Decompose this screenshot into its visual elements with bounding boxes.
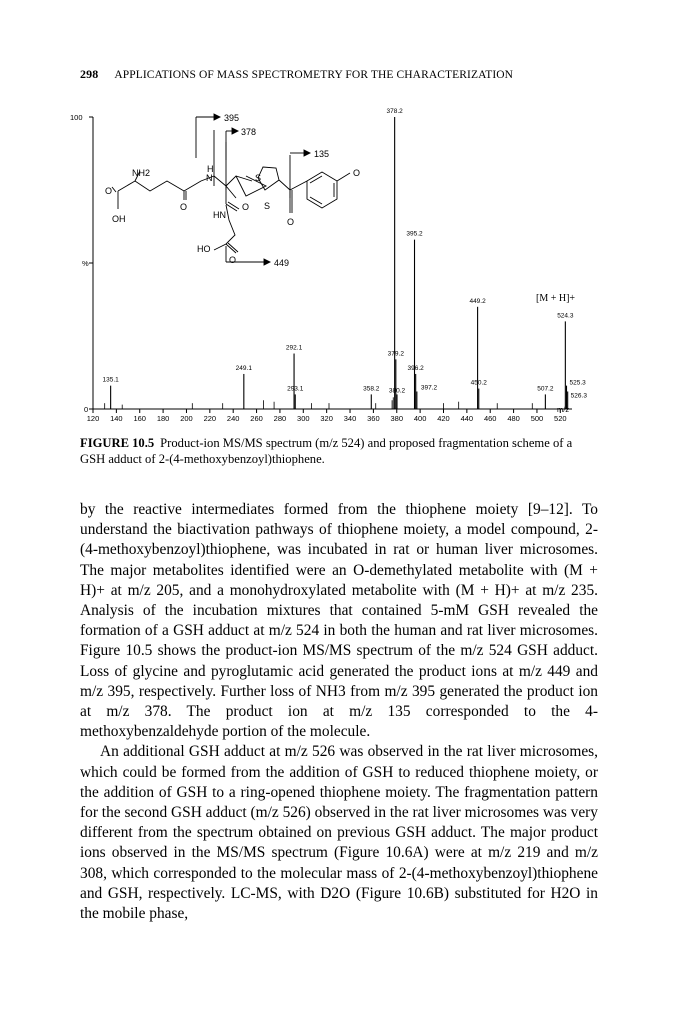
- peak-label: 450.2: [470, 379, 487, 387]
- atom-hn: HN: [213, 210, 226, 220]
- peak-label: 526.3: [570, 392, 587, 400]
- peak-label: 396.2: [407, 364, 424, 372]
- x-tick-label: 520: [554, 414, 567, 423]
- fragment-label-395: 395: [224, 113, 240, 123]
- peak-label: 293.1: [287, 385, 304, 393]
- atom-o-5: O: [229, 255, 237, 265]
- paragraph-1: by the reactive intermediates formed from the thiophene moiety [9–12]. To understand the biactivation pathways of thiophene moiety, a model compound, 2-(4-methoxybenzoyl)thiophene, was incubated in rat or human liver microsomes. The major metabolites identified were an O-demethylated metabolite with (M + H)+ at m/z 205, and a monohydroxylated metabolite with (M + H)+ at m/z 235. Analysis of the incubation mixtures that contained 5-mM GSH revealed the formation of a GSH adduct at m/z 524 in both the human and rat liver microsomes. Figure 10.5 shows the product-ion MS/MS spectrum of the m/z 524 GSH adduct. Loss of glycine and pyroglutamic acid generated the product ions at m/z 449 and m/z 395, respectively. Further loss of NH3 from m/z 395 generated the product ion at m/z 378. The product ion at m/z 135 corresponded to the 4-methoxybenzaldehyde portion of the molecule.: [80, 501, 598, 741]
- y-label-100: 100: [70, 113, 83, 122]
- atom-n: N: [206, 173, 213, 183]
- figure-caption: [80, 435, 600, 467]
- figure-caption-text: Product-ion MS/MS spectrum (m/z 524) and proposed fragmentation scheme of a GSH adduct of 2-(4-methoxybenzoyl)thiophene.: [80, 436, 573, 466]
- ms-ms-spectrum-figure: [0, 0, 678, 430]
- x-tick-label: 400: [413, 414, 427, 423]
- x-tick-label: 220: [203, 414, 217, 423]
- peaks: [103, 108, 588, 409]
- peak-label: 397.2: [420, 384, 438, 392]
- minor-peaks: [105, 397, 533, 409]
- x-tick-label: 140: [110, 414, 123, 423]
- running-title: APPLICATIONS OF MASS SPECTROMETRY FOR THE CHARACTERIZATION: [114, 69, 514, 81]
- x-tick-label: 440: [460, 414, 474, 423]
- peak-label: 395.2: [406, 230, 423, 238]
- peak-label: 378.2: [386, 108, 403, 115]
- atom-s-2: S: [264, 201, 271, 211]
- atom-h: H: [207, 164, 214, 174]
- atom-o: O: [105, 186, 113, 196]
- atom-o-6: O: [353, 168, 361, 178]
- peak-label: 449.2: [469, 297, 486, 305]
- x-ticks: [87, 409, 567, 423]
- x-tick-label: 200: [180, 414, 193, 423]
- peak-label: 135.1: [102, 376, 119, 384]
- peak-label: 379.2: [387, 350, 404, 358]
- y-label-percent: %: [82, 259, 89, 268]
- atom-ho: HO: [197, 244, 211, 254]
- x-tick-label: 120: [86, 414, 100, 423]
- x-tick-label: 260: [250, 414, 263, 423]
- figure-caption-label: FIGURE 10.5: [80, 436, 155, 450]
- fragment-label-135: 135: [314, 149, 330, 159]
- peak-label: 525.3: [569, 379, 586, 387]
- peak-label: 358.2: [363, 385, 380, 393]
- x-tick-label: 360: [367, 414, 380, 423]
- x-tick-label: 480: [507, 414, 520, 423]
- atom-s: S: [255, 173, 262, 183]
- peak-label: 507.2: [537, 385, 554, 393]
- fragment-label-378: 378: [241, 127, 257, 137]
- paragraph-2: An additional GSH adduct at m/z 526 was observed in the rat liver microsomes, which could be formed from the addition of GSH to reduced thiophene moiety, or the addition of GSH to a ring-opened thiophene moiety. The fragmentation pattern for the second GSH adduct (m/z 526) observed in the rat liver microsomes was very different from the spectrum obtained on previous GSH adduct. The major product ions observed in the MS/MS spectrum (Figure 10.6A) were at m/z 219 and m/z 308, which corresponded to the molecular mass of 2-(4-methoxybenzoyl)thiophene and GSH, respectively. LC-MS, with D2O (Figure 10.6B) substituted for H2O in the mobile phase,: [80, 743, 599, 923]
- atom-o-4: O: [287, 217, 295, 227]
- x-tick-label: 280: [273, 414, 287, 423]
- body-text: [80, 500, 598, 924]
- x-tick-label: 160: [133, 414, 146, 423]
- fragment-label-449: 449: [274, 258, 290, 268]
- x-tick-label: 500: [530, 414, 544, 423]
- x-tick-label: 460: [483, 414, 497, 423]
- x-tick-label: 420: [437, 414, 450, 423]
- peak-label: 292.1: [285, 344, 303, 352]
- x-tick-label: 380: [390, 414, 404, 423]
- peak-label: 524.3: [557, 312, 574, 320]
- peak-label: 249.1: [235, 364, 252, 372]
- x-tick-label: 340: [343, 414, 357, 423]
- y-label-0: 0: [84, 405, 89, 414]
- atom-oh: OH: [112, 214, 126, 224]
- x-tick-label: 320: [320, 414, 333, 423]
- atom-nh2: NH2: [132, 168, 151, 178]
- x-tick-label: 300: [297, 414, 310, 423]
- atom-o-2: O: [180, 202, 188, 212]
- page-number: 298: [80, 67, 99, 81]
- atom-o-3: O: [242, 202, 250, 212]
- peak-label: 380.2: [388, 387, 406, 395]
- x-axis-label: m/z: [557, 405, 570, 414]
- x-tick-label: 180: [156, 414, 170, 423]
- ion-annotation: [M + H]+: [536, 293, 576, 304]
- x-tick-label: 240: [226, 414, 240, 423]
